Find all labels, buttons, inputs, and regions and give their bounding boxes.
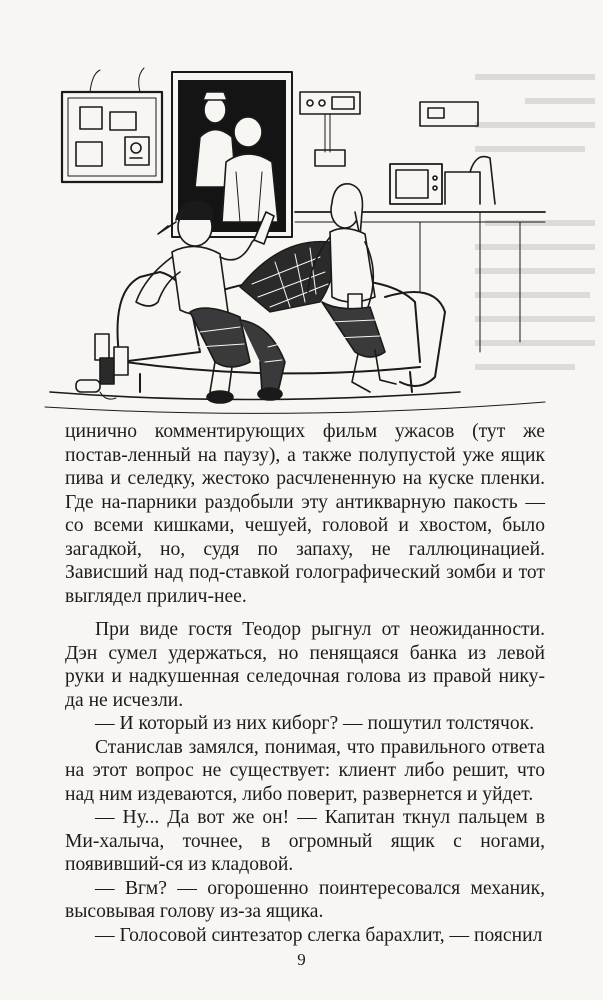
- paragraph: — Голосовой синтезатор слегка барахлит, — пояснил: [95, 924, 543, 946]
- cans: [76, 334, 128, 399]
- paragraph: Станислав замялся, понимая, что правильного ответа на этот вопрос не существует: клиент либо решит, что над ним издеваются, либо поверит, развернется и уйдет.: [65, 736, 545, 805]
- body-text: [65, 420, 545, 947]
- paragraph: — Вгм? — огорошенно поинтересовался механик, высовывая голову из-за ящика.: [65, 877, 545, 922]
- paragraph: При виде гостя Теодор рыгнул от неожиданности. Дэн сумел удержаться, но пенящаяся банка из левой руки и надкушенная селедочная голова из правой нику-да не исчезли.: [65, 619, 545, 711]
- paragraph: — И который из них киборг? — пошутил толстячок.: [95, 713, 535, 734]
- bulletin-board: [62, 68, 162, 182]
- illustration: [40, 62, 550, 417]
- paragraph: — Ну... Да вот же он! — Капитан ткнул пальцем в Ми-халыча, точнее, в огромный ящик с ногами, появивший-ся из кладовой.: [65, 807, 545, 875]
- page-number: 9: [297, 950, 306, 969]
- crew-lounge-drawing: [40, 62, 550, 417]
- paragraph: цинично комментирующих фильм ужасов (тут же постав-ленный на паузу), а также полупустой уже ящик пива и селедку, жестоко расчлененную на куске пленки. Где на-парники раздобыли эту антикварную пакость — со всеми кишками, чешуей, головой и хвостом, было загадкой, но, судя по запаху, не галлюцинацией. Зависший над под-ставкой голографический зомби и тот выглядел прилич-нее.: [65, 421, 545, 607]
